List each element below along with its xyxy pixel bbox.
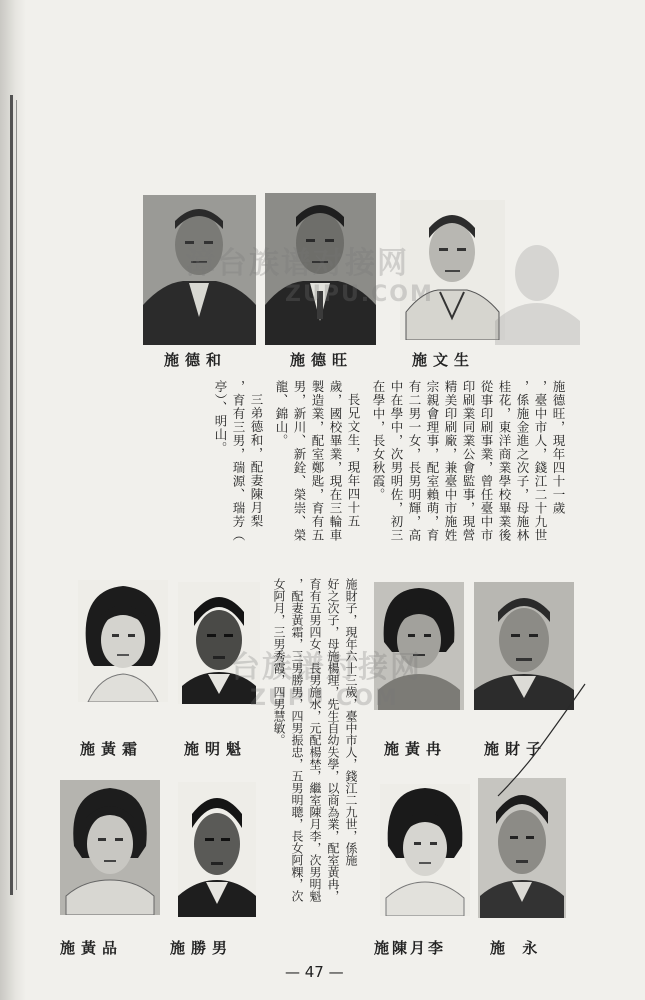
text-col-6: 印刷業同業公會監事，現營 (461, 380, 476, 542)
text-mid-col-3: 育有五男四女，長男施水，元配楊埜，繼室陳月李，次男明魁 (308, 578, 322, 902)
text-col-10: 中在學中，次男明佐，初三 (389, 380, 404, 542)
portrait-shi-wensheng (400, 200, 505, 340)
caption-shi-dewang: 施德旺 (290, 351, 354, 369)
text-col-15: 男，新川、新銓、榮崇、榮 (292, 380, 307, 542)
page-number: — 47 — (285, 963, 344, 981)
text-col-13: 歲，國校畢業，現在三輪車 (328, 380, 343, 542)
text-col-3: ，係施金進之次子，母施林 (515, 380, 530, 542)
text-col-17: 三弟德和，配妻陳月梨 (249, 393, 264, 528)
text-col-5: 從事印刷事業，曾任臺中市 (479, 380, 494, 542)
text-col-8: 宗親會理事，配室賴萌，育 (425, 380, 440, 542)
caption-shi-chenyueli: 施陳月李 (374, 939, 447, 957)
watermark-top-en: ZUPU.COM (285, 282, 434, 307)
caption-shi-huangpin: 施黃品 (60, 939, 124, 957)
caption-shi-wensheng: 施文生 (412, 351, 476, 369)
text-col-2: ，臺中市人，錢江二十九世 (533, 380, 548, 542)
binding-line (10, 95, 13, 895)
text-col-1: 施德旺，現年四十一歲 (551, 380, 566, 515)
text-col-19: 亭）、明山。 (213, 380, 228, 455)
text-mid-col-1: 施財子，現年六十三歲，臺中市人，錢江二九世，係施 (344, 578, 358, 866)
text-col-7: 精美印刷廠，兼臺中市施姓 (443, 380, 458, 542)
page-binding-shadow (0, 0, 26, 1000)
portrait-shi-chenyueli (380, 784, 470, 916)
text-col-12: 長兄文生，現年四十五 (346, 393, 361, 528)
portrait-shi-yong (478, 778, 566, 918)
watermark-mid-cn: 台族谱对接网 (230, 650, 422, 685)
caption-shi-huangshuang: 施黃霜 (80, 740, 144, 758)
text-col-9: 有二男一女，長男明輝，高 (407, 380, 422, 542)
caption-shi-shengnan: 施勝男 (170, 939, 234, 957)
portrait-shi-shengnan (178, 782, 256, 917)
caption-shi-mingkui: 施明魁 (184, 740, 248, 758)
watermark-mid-en: ZUPU.COM (250, 686, 399, 711)
caption-shi-yong: 施 永 (490, 939, 544, 957)
text-col-4: 桂花，東洋商業學校畢業後 (497, 380, 512, 542)
caption-shi-huangran: 施黃冉 (384, 740, 448, 758)
text-col-18: ，育有三男，瑞源、瑞芳（ (231, 380, 246, 542)
bleed-through-portrait (495, 225, 580, 345)
text-mid-col-4: ，配妻黃霜，三男勝男，四男振忠，五男明聰，長女阿粿，次 (290, 578, 304, 902)
text-col-14: 製造業，配室鄭匙，育有五 (310, 380, 325, 542)
watermark-top-cn: 漳台族谱对接网 (185, 246, 409, 281)
text-col-16: 龍、錦山。 (274, 380, 289, 448)
portrait-shi-huangshuang (78, 580, 168, 702)
text-mid-col-2: 好之次子，母施楊理，先生自幼失學，以商為業，配室黃冉， (326, 578, 340, 902)
text-mid-col-5: 女阿月，三男秀霞，四男慧敏。 (272, 578, 286, 746)
portrait-shi-caizi (474, 582, 574, 710)
portrait-shi-huangpin (60, 780, 160, 915)
caption-shi-dehe: 施德和 (164, 351, 228, 369)
caption-shi-caizi: 施財子 (484, 740, 548, 758)
binding-line-inner (16, 100, 17, 890)
text-col-11: 在學中，長女秋霞。 (371, 380, 386, 502)
